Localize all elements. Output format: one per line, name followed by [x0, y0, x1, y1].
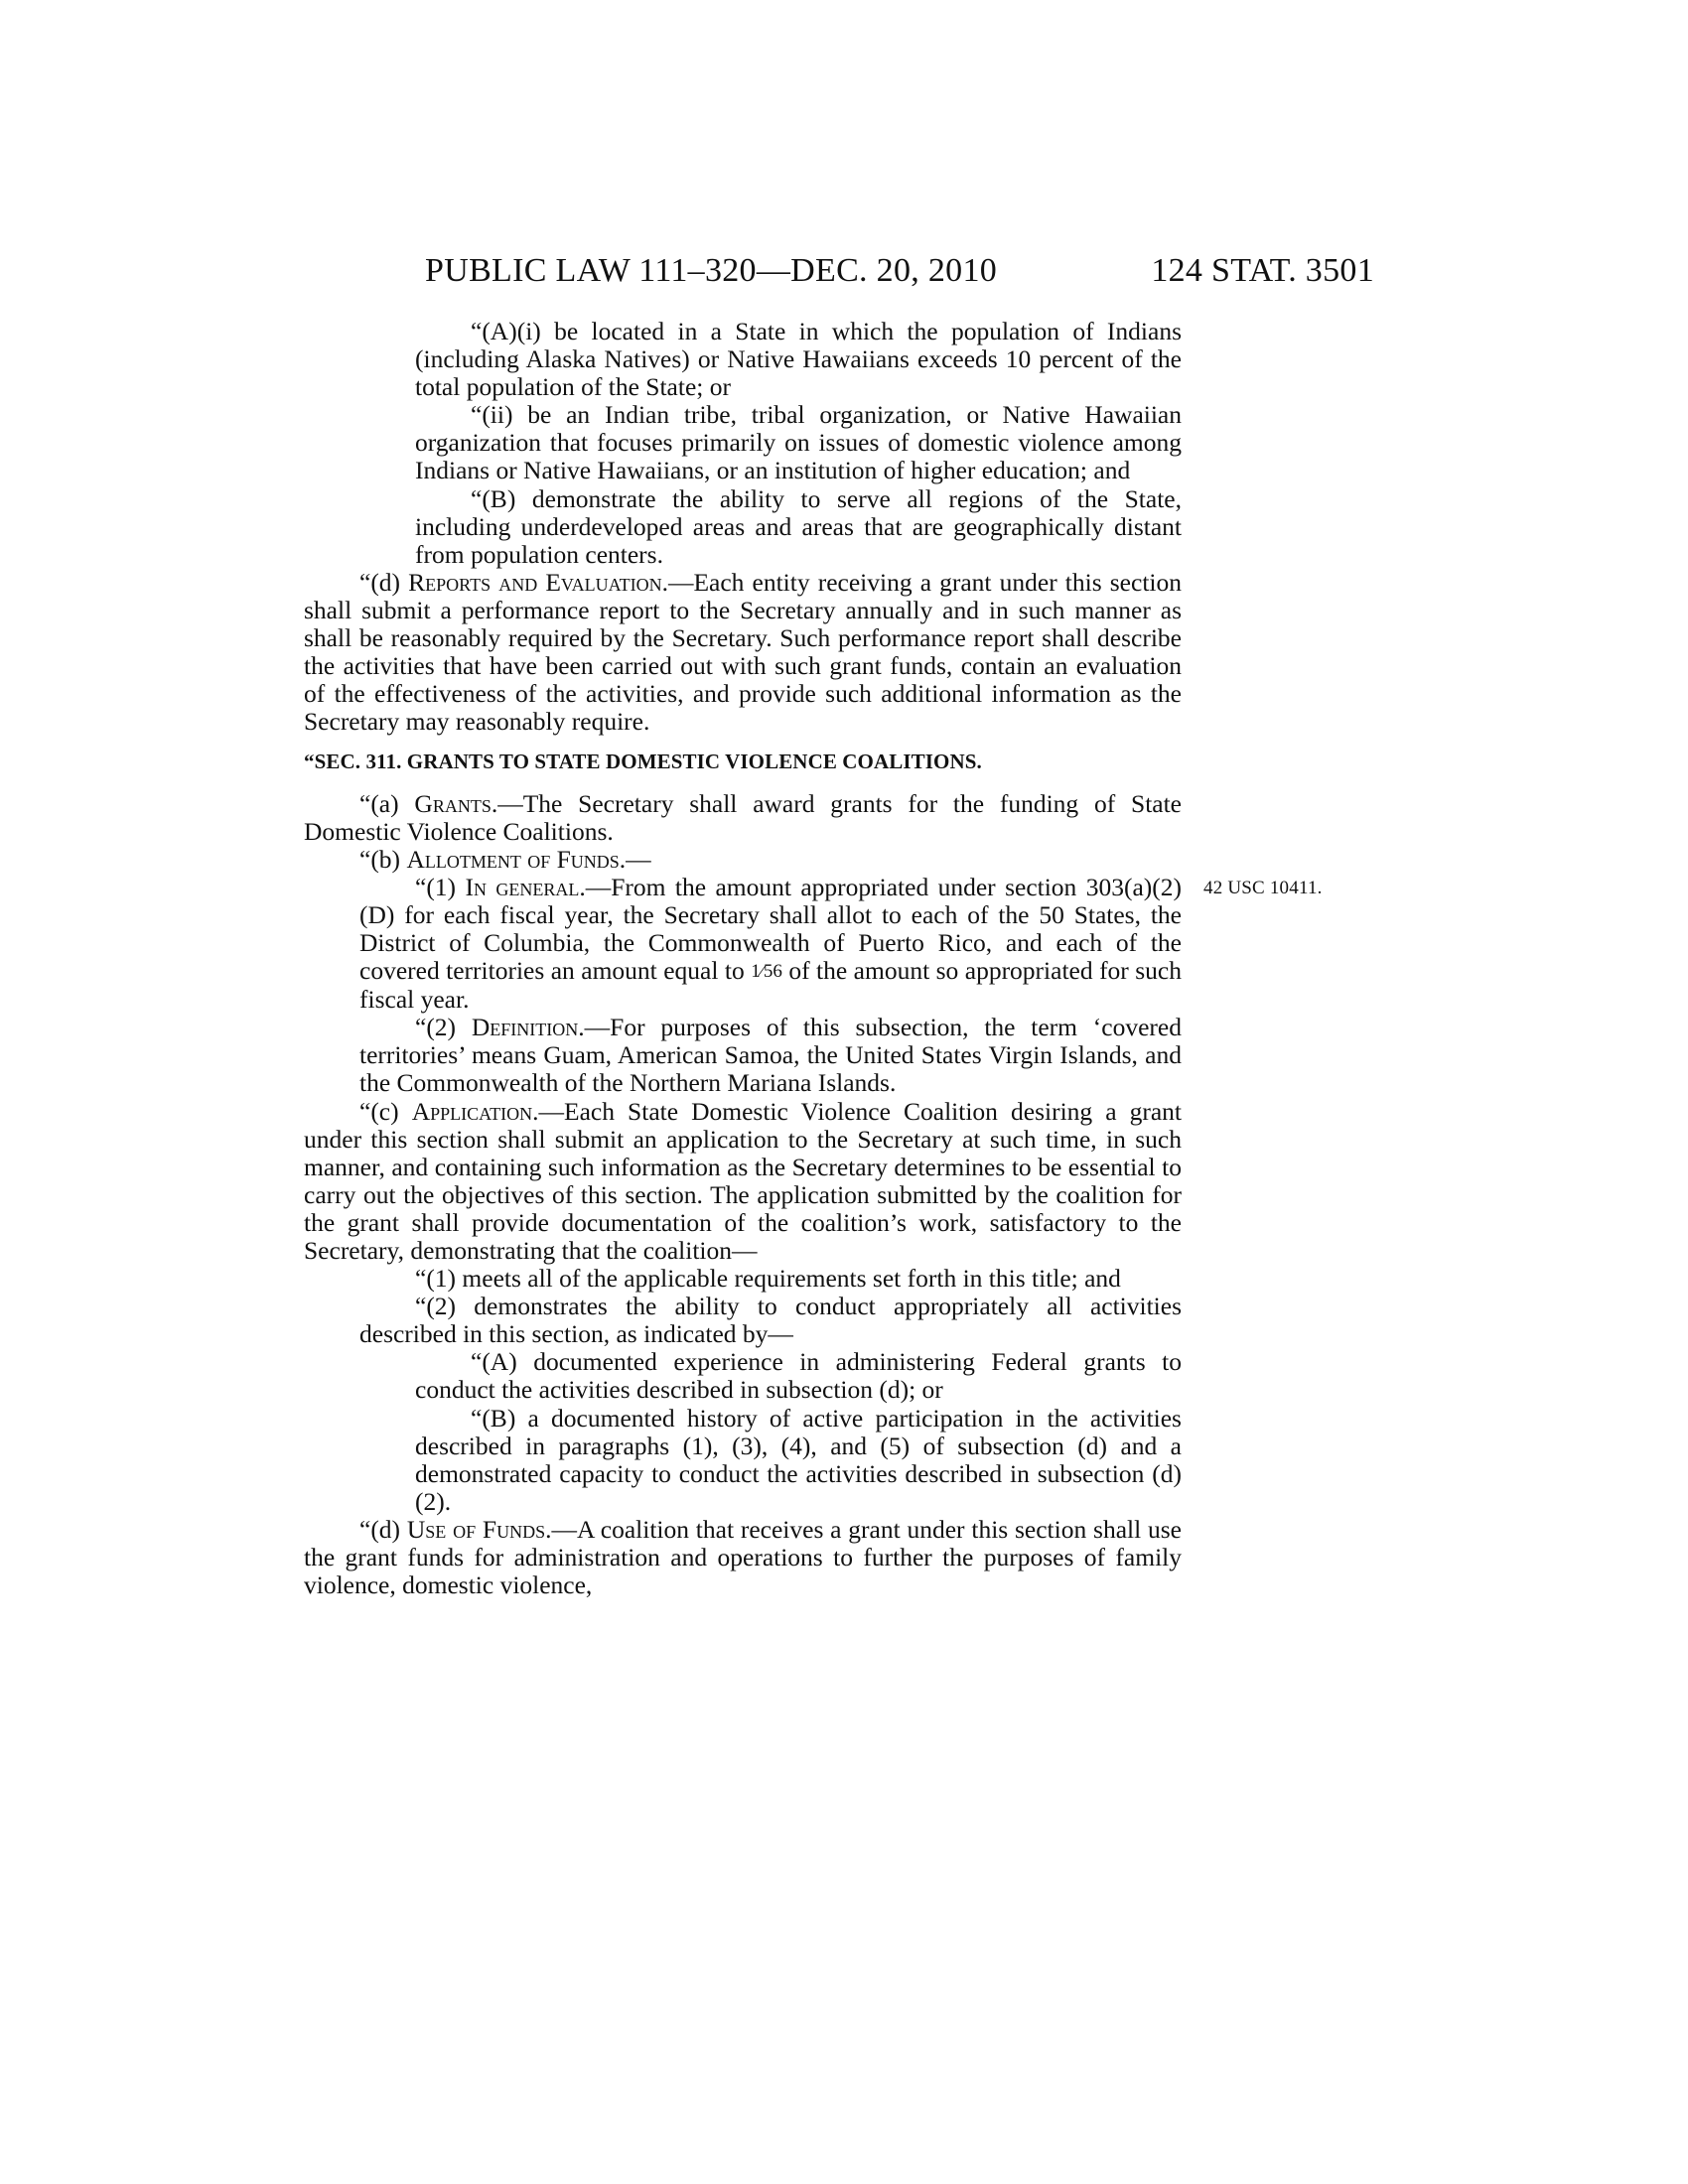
paragraph-body: —From the amount appropriated under section 303(a)(2)(D) for each fiscal year, the Secretary shall allot to each of the 50 States, the District of Columbia, the Commonwealth of Puerto Rico, and each of the covered territories an amount equal to — [359, 872, 1182, 986]
margin-citation: 42 USC 10411. — [1203, 878, 1323, 898]
subsection-prefix: “(d) — [359, 567, 409, 597]
subsection-heading: Reports and Evaluation. — [408, 567, 668, 597]
subsection-prefix: “(b) — [359, 844, 407, 874]
subsection-body: — — [626, 844, 651, 874]
subsection-body: —A coalition that receives a grant under this section shall use the grant funds for administration and operations to further the purposes of family violence, domestic violence, — [304, 1514, 1182, 1600]
paragraph-a-i: “(A)(i) be located in a State in which the population of Indians (including Alaska Natives) or Native Hawaiians exceeds 10 percent of the total population of the State; or — [415, 317, 1182, 402]
paragraph-c-2-a: “(A) documented experience in administering Federal grants to conduct the activities described in subsection (d); or — [415, 1347, 1182, 1405]
subsection-prefix: “(c) — [359, 1096, 412, 1126]
statute-text — [304, 318, 1182, 1599]
subsection-body: —Each entity receiving a grant under this section shall submit a performance report to the Secretary annually and in such manner as shall be reasonably required by the Secretary. Such performance report shall describe the activities that have been carried out with such grant funds, contain an evaluation of the effectiveness of the activities, and provide such additional information as the Secretary may reasonably require. — [304, 567, 1182, 737]
paragraph-heading: Definition. — [471, 1013, 585, 1042]
subsection-d-reports — [304, 569, 1182, 737]
paragraph-c-1: “(1) meets all of the applicable requirements set forth in this title; and — [415, 1264, 1121, 1294]
running-head-title: PUBLIC LAW 111–320—DEC. 20, 2010 — [425, 252, 998, 289]
paragraph-b-2 — [304, 1014, 1182, 1097]
paragraph-c-2-b: “(B) a documented history of active participation in the activities described in paragraphs (1), (3), (4), and (5) of subsection (d) and a demonstrated capacity to conduct the activities described in subsection (d)(2). — [415, 1403, 1182, 1516]
paragraph-body: —For purposes of this subsection, the term ‘covered territories’ means Guam, American Samoa, the United States Virgin Islands, and the Commonwealth of the Northern Mariana Islands. — [359, 1013, 1182, 1098]
subsection-prefix: “(a) — [359, 788, 415, 818]
fraction: 1⁄56 — [751, 961, 782, 983]
paragraph-c-2: “(2) demonstrates the ability to conduct appropriately all activities described in this section, as indicated by— — [359, 1292, 1182, 1349]
subsection-heading: Allotment of Funds. — [406, 844, 627, 874]
subsection-heading: Application. — [411, 1096, 539, 1126]
paragraph-prefix: “(1) — [415, 872, 466, 901]
statute-page-number: 124 STAT. 3501 — [1151, 252, 1374, 289]
subsection-prefix: “(d) — [359, 1514, 407, 1544]
subsection-b-allotment — [304, 846, 1182, 874]
paragraph-heading: In general. — [465, 872, 586, 901]
subsection-heading: Grants. — [414, 788, 498, 818]
subsection-a-grants — [304, 790, 1182, 846]
section-heading: “SEC. 311. GRANTS TO STATE DOMESTIC VIOLENCE COALITIONS. — [304, 750, 982, 774]
page-header — [298, 247, 1374, 295]
subsection-body: —Each State Domestic Violence Coalition desiring a grant under this section shall submit an application to the Secretary at such time, in such manner, and containing such information as the Secretary determines to be essential to carry out the objectives of this section. The application submitted by the coalition for the grant shall provide documentation of the coalition’s work, satisfactory to the Secretary, demonstrating that the coalition— — [304, 1096, 1183, 1265]
paragraph-b-1 — [304, 874, 1182, 1014]
subsection-d-use-of-funds — [304, 1516, 1182, 1599]
subsection-heading: Use of Funds. — [406, 1514, 552, 1544]
paragraph-a-ii: “(ii) be an Indian tribe, tribal organization, or Native Hawaiian organization that focuses primarily on issues of domestic violence among Indians or Native Hawaiians, or an institution of higher education; and — [415, 400, 1182, 485]
paragraph-body-end: of the amount so appropriated for such fiscal year. — [359, 956, 1183, 1015]
paragraph-b: “(B) demonstrate the ability to serve all regions of the State, including underdeveloped areas and areas that are geographically distant from population centers. — [415, 483, 1182, 569]
subsection-body: —The Secretary shall award grants for the funding of State Domestic Violence Coalitions. — [304, 788, 1182, 846]
paragraph-prefix: “(2) — [415, 1013, 472, 1042]
subsection-c-application — [304, 1098, 1182, 1266]
